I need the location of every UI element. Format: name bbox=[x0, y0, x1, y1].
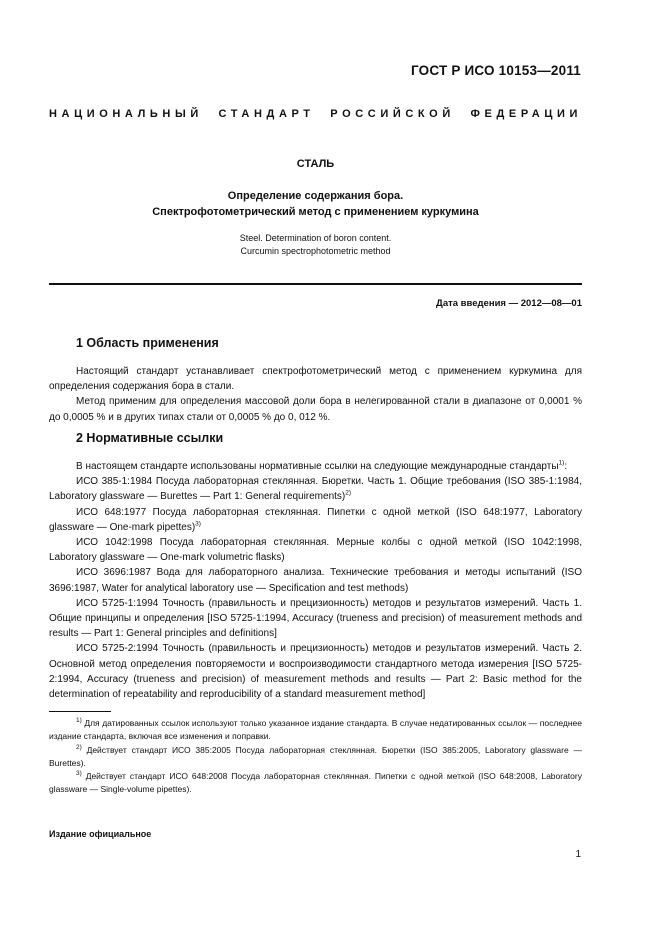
footnote-text: Действует стандарт ИСО 385:2005 Посуда лабораторная стеклянная. Бюретки (ISO 385:2005, Laboratory glassware — Burettes). bbox=[49, 744, 582, 768]
footnote-mark: 2) bbox=[76, 743, 82, 751]
document-number: ГОСТ Р ИСО 10153—2011 bbox=[410, 63, 581, 78]
reference-item bbox=[49, 565, 582, 595]
footnote-mark: 1) bbox=[76, 717, 82, 725]
reference-text: ИСО 1042:1998 Посуда лабораторная стеклянная. Мерные колбы с одной меткой (ISO 1042:1998, Laboratory glassware — One-mark volumetric flasks) bbox=[49, 537, 582, 564]
banner-word: РОССИЙСКОЙ bbox=[330, 108, 455, 120]
footnote-ref: 2) bbox=[345, 490, 352, 498]
footnote-ref: 3) bbox=[195, 520, 201, 528]
section-1-body bbox=[49, 364, 582, 425]
footnote bbox=[49, 744, 582, 770]
reference-item bbox=[49, 596, 582, 642]
english-title-line: Steel. Determination of boron content. bbox=[239, 233, 392, 243]
section-2-body bbox=[49, 459, 582, 702]
national-standard-banner bbox=[49, 108, 582, 120]
paragraph bbox=[49, 459, 582, 474]
banner-word: СТАНДАРТ bbox=[218, 108, 315, 120]
footnote-ref: 1) bbox=[558, 459, 565, 467]
paragraph: Настоящий стандарт устанавливает спектрофотометрический метод с применением куркумина для определения содержания бора в стали. bbox=[49, 366, 582, 393]
reference-item bbox=[49, 474, 582, 504]
banner-word: ФЕДЕРАЦИИ bbox=[470, 108, 582, 120]
reference-text: ИСО 385-1:1984 Посуда лабораторная стеклянная. Бюретки. Часть 1. Общие требования (ISO 385-1:1984, Laboratory glassware — Burettes — Part 1: General requirements) bbox=[49, 476, 582, 503]
reference-text: ИСО 5725-2:1994 Точность (правильность и прецизионность) методов и результатов измерений. Часть 2. Основной метод определения повторяемости и воспроизводимости стандартного метода измерения [ISO 5725-2:1994, Accuracy (trueness and precision) of measurement methods and results — Part 2: Basic method for the determination of repeatability and reproducibility of a standard measurement method] bbox=[49, 643, 582, 701]
english-title bbox=[49, 232, 582, 258]
reference-text: ИСО 648:1977 Посуда лабораторная стеклянная. Пипетки с одной меткой (ISO 648:1977, Laboratory glassware — One-mark pipettes) bbox=[49, 506, 582, 533]
footnote-text: Для датированных ссылок используют только указанное издание стандарта. В случае недатированных ссылок — последнее издание стандарта, включая все изменения и поправки. bbox=[49, 718, 582, 741]
references-intro-end: : bbox=[564, 461, 568, 472]
references-intro: В настоящем стандарте использованы нормативные ссылки на следующие международные стандарты bbox=[76, 461, 559, 472]
paragraph: Метод применим для определения массовой доли бора в нелегированной стали в диапазоне от 0,0001 % до 0,0005 % и в других типах стали от 0,0005 % до 0, 012 %. bbox=[49, 396, 582, 423]
page-number: 1 bbox=[575, 849, 581, 860]
official-edition-label: Издание официальное bbox=[49, 829, 152, 839]
english-title-line: Curcumin spectrophotometric method bbox=[240, 246, 391, 256]
footnotes bbox=[49, 717, 582, 797]
section-1-heading: 1 Область применения bbox=[76, 336, 219, 350]
reference-item bbox=[49, 505, 582, 535]
footnote bbox=[49, 770, 582, 796]
reference-text: ИСО 3696:1987 Вода для лабораторного анализа. Технические требования и методы испытаний (ISO 3696:1987, Water for analytical laboratory use — Specification and test methods) bbox=[49, 567, 582, 594]
title-divider bbox=[49, 283, 582, 285]
reference-text: ИСО 5725-1:1994 Точность (правильность и прецизионность) методов и результатов измерений. Часть 1. Общие принципы и определения [ISO 5725-1:1994, Accuracy (trueness and precision) of measurement methods and results — Part 1: General principles and definitions] bbox=[49, 597, 582, 640]
section-2-heading: 2 Нормативные ссылки bbox=[76, 431, 224, 445]
footnote-text: Действует стандарт ИСО 648:2008 Посуда лабораторная стеклянная. Пипетки с одной меткой (ISO 648:2008, Laboratory glassware — Single-volume pipettes). bbox=[49, 771, 582, 794]
reference-item bbox=[49, 535, 582, 565]
footnote-divider bbox=[49, 711, 111, 712]
footnote-mark: 3) bbox=[76, 770, 82, 778]
document-title: СТАЛЬ bbox=[296, 158, 335, 170]
document-subtitle bbox=[49, 188, 582, 220]
banner-word: НАЦИОНАЛЬНЫЙ bbox=[49, 108, 203, 120]
reference-item bbox=[49, 641, 582, 702]
subtitle-line: Определение содержания бора. bbox=[227, 190, 404, 202]
introduction-date: Дата введения — 2012—08—01 bbox=[436, 298, 582, 309]
footnote bbox=[49, 717, 582, 743]
subtitle-line: Спектрофотометрический метод с применением куркумина bbox=[152, 206, 479, 218]
